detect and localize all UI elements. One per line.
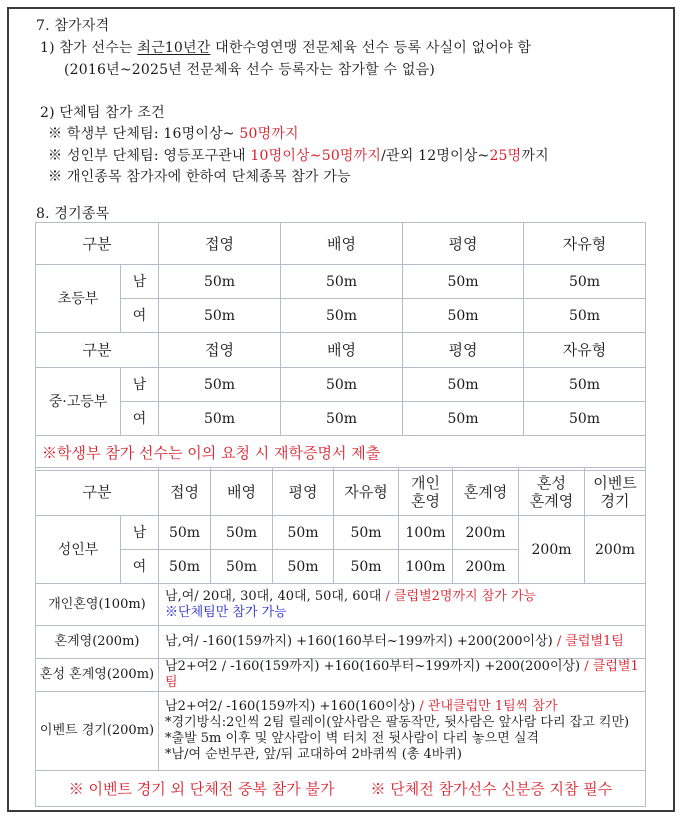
footer-row xyxy=(36,771,646,807)
detail-row xyxy=(36,584,646,626)
header-breaststroke: 평영 xyxy=(403,223,524,265)
table-row xyxy=(36,516,646,550)
cell: 200m xyxy=(453,516,519,550)
detail-label: 혼성 혼계영(200m) xyxy=(36,659,159,692)
table-row xyxy=(36,299,646,333)
gender-male: 남 xyxy=(121,368,159,402)
detail-blue-text: ※단체팀만 참가 가능 xyxy=(165,604,287,620)
gender-male: 남 xyxy=(121,265,159,299)
youth-events-table xyxy=(35,222,646,471)
header-category: 구분 xyxy=(36,333,159,368)
detail-description xyxy=(159,626,646,659)
section7-title: 7. 참가자격 xyxy=(36,18,110,34)
header-category: 구분 xyxy=(36,468,159,516)
cell: 50m xyxy=(403,368,524,402)
adult-team-condition xyxy=(48,147,549,165)
cell: 200m xyxy=(453,550,519,584)
header-freestyle: 자유형 xyxy=(334,468,399,516)
detail-description xyxy=(159,659,646,692)
detail-label: 혼계영(200m) xyxy=(36,626,159,659)
item1-suffix: 대한수영연맹 전문체육 선수 등록 사실이 없어야 함 xyxy=(210,40,532,56)
adult-events-table xyxy=(35,467,646,807)
detail-line: *출발 5m 이후 및 앞사람이 벽 터치 전 뒷사람이 다리 놓으면 실격 xyxy=(165,731,539,746)
cell: 50m xyxy=(403,299,524,333)
header-backstroke: 배영 xyxy=(281,333,403,368)
header-backstroke: 배영 xyxy=(211,468,273,516)
cell: 50m xyxy=(273,550,334,584)
cell: 50m xyxy=(524,368,646,402)
detail-text: 남,여/ -160(159까지) +160(160부터~199까지) +200(200이상) xyxy=(165,634,557,649)
header-event xyxy=(585,468,646,516)
student-team-condition xyxy=(48,125,299,143)
detail-row xyxy=(36,626,646,659)
section8-title: 8. 경기종목 xyxy=(36,206,110,222)
table-row xyxy=(36,368,646,402)
footer-note-right: ※ 단체전 참가선수 신분증 지참 필수 xyxy=(370,779,613,798)
cell: 50m xyxy=(524,299,646,333)
group-adult: 성인부 xyxy=(36,516,121,584)
header-butterfly: 접영 xyxy=(159,333,281,368)
cell: 50m xyxy=(211,516,273,550)
header-breaststroke: 평영 xyxy=(403,333,524,368)
cell: 50m xyxy=(273,516,334,550)
cell: 50m xyxy=(281,299,403,333)
cell: 50m xyxy=(211,550,273,584)
cell: 50m xyxy=(524,402,646,436)
detail-line xyxy=(165,589,645,605)
cell: 50m xyxy=(281,265,403,299)
header-individual-medley xyxy=(399,468,453,516)
header-butterfly: 접영 xyxy=(159,223,281,265)
eligibility-item-1 xyxy=(40,39,531,57)
adult-red-2: 25명 xyxy=(489,148,522,164)
header-backstroke: 배영 xyxy=(281,223,403,265)
footer-notes xyxy=(36,771,646,807)
detail-row xyxy=(36,659,646,692)
detail-red-text: / 클럽별2명까지 참가 가능 xyxy=(385,588,537,604)
cell: 50m xyxy=(281,402,403,436)
adult-prefix: ※ 성인부 단체팀: 영등포구관내 xyxy=(48,148,251,164)
detail-red-text: / 클럽별1팀 xyxy=(556,634,624,649)
gender-male: 남 xyxy=(121,516,159,550)
table-row xyxy=(36,402,646,436)
mixed-medley-distance: 200m xyxy=(519,516,585,584)
student-prefix: ※ 학생부 단체팀: 16명이상~ xyxy=(48,126,240,142)
detail-text: 남2+여2/ -160(159까지) +160(160이상) xyxy=(165,699,420,714)
detail-line: *경기방식:2인씩 2팀 릴레이(앞사람은 팔동작만, 뒷사람은 앞사람 다리 잡고 킥만) xyxy=(165,715,630,730)
item1-prefix: 1) 참가 선수는 xyxy=(40,40,138,56)
cell: 50m xyxy=(159,516,211,550)
cell: 50m xyxy=(334,550,399,584)
item1-underlined: 최근10년간 xyxy=(137,40,211,56)
adult-red-1: 10명이상~50명까지 xyxy=(250,148,382,164)
gender-female: 여 xyxy=(121,402,159,436)
detail-description xyxy=(159,584,646,626)
student-red: 50명까지 xyxy=(239,126,299,142)
cell: 50m xyxy=(403,265,524,299)
cell: 50m xyxy=(159,265,281,299)
detail-line: *남/여 순번무관, 앞/뒤 교대하여 2바퀴씩 (총 4바퀴) xyxy=(165,747,462,762)
detail-label: 이벤트 경기(200m) xyxy=(36,692,159,771)
header-freestyle: 자유형 xyxy=(524,223,646,265)
detail-text: 남2+여2 / -160(159까지) +160(160부터~199까지) +200(200이상) xyxy=(165,659,585,674)
cell: 50m xyxy=(403,402,524,436)
event-distance: 200m xyxy=(585,516,646,584)
individual-condition: ※ 개인종목 참가자에 한하여 단체종목 참가 가능 xyxy=(48,169,351,185)
header-butterfly: 접영 xyxy=(159,468,211,516)
student-note-row xyxy=(36,436,646,471)
header-mixed-medley-relay xyxy=(519,468,585,516)
cell: 50m xyxy=(159,550,211,584)
detail-row xyxy=(36,692,646,771)
table-row xyxy=(36,265,646,299)
header-line: 이벤트 xyxy=(593,473,637,492)
header-category: 구분 xyxy=(36,223,159,265)
table-header-row xyxy=(36,468,646,516)
eligibility-item-1-note: (2016년~2025년 전문체육 선수 등록자는 참가할 수 없음) xyxy=(64,62,436,78)
header-line: 개인 xyxy=(411,473,440,492)
gender-female: 여 xyxy=(121,550,159,584)
header-freestyle: 자유형 xyxy=(524,333,646,368)
cell: 50m xyxy=(159,402,281,436)
cell: 50m xyxy=(524,265,646,299)
student-note: ※학생부 참가 선수는 이의 요청 시 재학증명서 제출 xyxy=(36,436,646,471)
cell: 100m xyxy=(399,516,453,550)
team-conditions-title: 2) 단체팀 참가 조건 xyxy=(40,105,165,121)
header-medley-relay: 혼계영 xyxy=(453,468,519,516)
cell: 50m xyxy=(159,299,281,333)
detail-line xyxy=(165,699,645,715)
detail-text: 남,여/ 20대, 30대, 40대, 50대, 60대 xyxy=(165,588,386,604)
group-elementary: 초등부 xyxy=(36,265,121,333)
detail-red-text: / 클럽별1팀 xyxy=(165,659,639,690)
cell: 50m xyxy=(334,516,399,550)
header-line: 혼계영 xyxy=(529,491,574,510)
adult-suffix: 까지 xyxy=(521,148,549,164)
gender-female: 여 xyxy=(121,299,159,333)
detail-label: 개인혼영(100m) xyxy=(36,584,159,626)
group-middle-high: 중·고등부 xyxy=(36,368,121,436)
header-line: 혼영 xyxy=(411,491,440,510)
table-header-row xyxy=(36,223,646,265)
header-line: 혼성 xyxy=(537,473,566,492)
adult-middle: /관외 12명이상~ xyxy=(381,148,490,164)
header-line: 경기 xyxy=(600,491,630,510)
table-header-row xyxy=(36,333,646,368)
detail-description xyxy=(159,692,646,771)
header-breaststroke: 평영 xyxy=(273,468,334,516)
cell: 50m xyxy=(159,368,281,402)
footer-note-left: ※ 이벤트 경기 외 단체전 중복 참가 불가 xyxy=(68,779,335,798)
cell: 50m xyxy=(281,368,403,402)
cell: 100m xyxy=(399,550,453,584)
detail-red-text: / 관내클럽만 1팀씩 참가 xyxy=(419,699,558,714)
